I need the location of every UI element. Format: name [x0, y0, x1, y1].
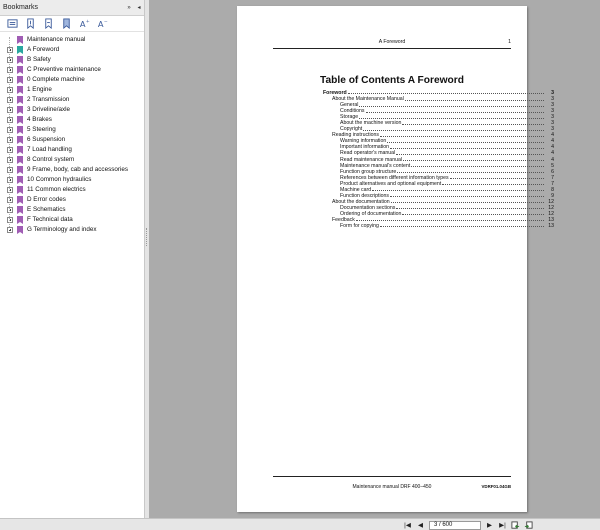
bookmark-icon: [17, 116, 23, 124]
toc-leader-dots: [442, 181, 544, 185]
collapse-panel-icon[interactable]: ◂: [137, 5, 141, 11]
toc-entry-title: Warning information: [340, 138, 387, 145]
toc-entry-title: Foreword: [323, 90, 347, 96]
expand-toggle-icon[interactable]: [6, 196, 14, 204]
bookmark-item[interactable]: [0, 85, 144, 95]
options-icon[interactable]: [6, 18, 18, 30]
bookmark-item[interactable]: [0, 95, 144, 105]
document-page: [237, 6, 554, 512]
bookmark-icon: [17, 46, 23, 54]
toc-leader-dots: [366, 108, 544, 112]
svg-text:A: A: [79, 19, 86, 29]
bookmark-item[interactable]: [0, 55, 144, 65]
toc-entry-page: 12: [548, 198, 554, 205]
toc-entry-title: Important information: [340, 144, 390, 151]
toc-entry-title: About the Maintenance Manual: [332, 96, 404, 103]
bookmark-icon: [17, 206, 23, 214]
bookmark-label: E Schematics: [27, 206, 66, 213]
bookmark-icon: [17, 96, 23, 104]
tree-guide-line: [9, 37, 10, 227]
toc-leader-dots: [391, 199, 544, 203]
toc-entry-title: References between different information types: [340, 174, 449, 181]
expand-toggle-icon[interactable]: [6, 136, 14, 144]
toc-entry-title: Reading instructions: [332, 132, 380, 139]
expand-toggle-icon[interactable]: [6, 46, 14, 54]
bookmark-label: Maintenance manual: [27, 36, 86, 43]
bookmark-item[interactable]: [0, 125, 144, 135]
bookmark-item[interactable]: [0, 205, 144, 215]
toc-leader-dots: [411, 163, 544, 167]
bookmark-item[interactable]: [0, 195, 144, 205]
bookmark-item[interactable]: [0, 65, 144, 75]
bookmark-item[interactable]: [0, 145, 144, 155]
bookmark-label: 3 Driveline/axle: [27, 106, 71, 113]
bookmark-label: 2 Transmission: [27, 96, 70, 103]
bookmark-label: F Technical data: [27, 216, 73, 223]
next-page-icon[interactable]: ▶: [487, 522, 492, 529]
bookmark-item[interactable]: [0, 185, 144, 195]
bookmark-icon: [17, 216, 23, 224]
bookmark-label: 9 Frame, body, cab and accessories: [27, 166, 129, 173]
bookmarks-header: [0, 0, 144, 16]
toc-entry[interactable]: [323, 223, 554, 229]
bookmark-label: G Terminology and index: [27, 226, 97, 233]
toc-entry-page: 4: [551, 156, 554, 163]
bookmark-icon: [17, 176, 23, 184]
svg-text:−: −: [103, 19, 108, 25]
toc-entry-title: About the machine version: [340, 120, 402, 127]
expand-toggle-icon[interactable]: [6, 226, 14, 234]
expand-toggle-icon[interactable]: [6, 146, 14, 154]
expand-toggle-icon[interactable]: [6, 186, 14, 194]
font-increase-icon[interactable]: [78, 18, 90, 30]
bookmark-icon: [17, 36, 23, 44]
prev-page-icon[interactable]: ◀: [418, 522, 423, 529]
bookmark-item[interactable]: [0, 155, 144, 165]
toc-leader-dots: [450, 175, 544, 179]
bookmark-tree: [0, 32, 144, 235]
toc-leader-dots: [396, 150, 544, 154]
expand-toggle-icon[interactable]: [6, 206, 14, 214]
splitter-grip[interactable]: [146, 228, 148, 246]
toc-entry-title: Maintenance manual's content: [340, 162, 411, 169]
toc-entry-page: 3: [551, 96, 554, 103]
bookmarks-title: Bookmarks: [3, 4, 39, 11]
bookmark-icon: [17, 146, 23, 154]
bookmark-label: D Error codes: [27, 196, 66, 203]
bookmark-icon: [17, 156, 23, 164]
bookmark-item[interactable]: [0, 45, 144, 55]
expand-toggle-icon[interactable]: [6, 116, 14, 124]
expand-toggle-icon[interactable]: [6, 56, 14, 64]
toc-entry-page: 13: [548, 216, 554, 223]
bookmark-label: 11 Common electrics: [27, 186, 86, 193]
footer-document-code: VDRF01.04GB: [481, 484, 511, 489]
toc-entry-title: Function group structure: [340, 168, 397, 175]
toc-leader-dots: [403, 157, 544, 161]
toc-entry-title: Storage: [340, 114, 359, 121]
header-section-title: A Foreword: [378, 39, 406, 45]
bookmark-item[interactable]: [0, 35, 144, 45]
header-page-number: 1: [508, 39, 511, 45]
bookmark-item[interactable]: [0, 175, 144, 185]
bookmark-label: A Foreword: [27, 46, 60, 53]
toc-entry-page: 12: [548, 204, 554, 211]
toc-title: Table of Contents A Foreword: [320, 75, 464, 86]
toc-entry-page: 4: [551, 150, 554, 157]
next-view-icon[interactable]: [524, 521, 533, 530]
toc-leader-dots: [390, 193, 544, 197]
bookmark-label: 5 Steering: [27, 126, 56, 133]
toc-entry-page: 4: [551, 144, 554, 151]
bookmark-label: 10 Common hydraulics: [27, 176, 92, 183]
toc-entry-page: 9: [551, 192, 554, 199]
bookmark-label: B Safety: [27, 56, 51, 63]
toc-leader-dots: [396, 205, 544, 209]
toc-leader-dots: [390, 144, 544, 148]
toc-entry-title: Copyright: [340, 126, 363, 133]
expand-toggle-icon[interactable]: [6, 126, 14, 134]
toc-entry-page: 4: [551, 138, 554, 145]
toc-leader-dots: [359, 102, 544, 106]
footer-document-title: Maintenance manual DRF 400–450: [352, 484, 432, 490]
table-of-contents: [323, 90, 554, 229]
page-footer: [273, 476, 511, 490]
toc-entry-page: 3: [551, 102, 554, 109]
bookmark-label: 1 Engine: [27, 86, 52, 93]
toc-entry-title: Conditions: [340, 108, 365, 115]
bookmark-icon: [17, 76, 23, 84]
bookmark-icon: [17, 56, 23, 64]
bookmark-icon: [17, 126, 23, 134]
toc-entry-title: Machine card: [340, 186, 372, 193]
toc-leader-dots: [356, 217, 544, 221]
bookmark-item[interactable]: [0, 135, 144, 145]
bookmark-find-icon[interactable]: [60, 18, 72, 30]
toc-entry-title: General: [340, 102, 359, 109]
bookmark-label: 0 Complete machine: [27, 76, 85, 83]
navigation-bar: [0, 518, 600, 530]
bookmark-item[interactable]: [0, 165, 144, 175]
bookmark-icon: [17, 186, 23, 194]
toc-entry-page: 6: [551, 168, 554, 175]
bookmark-label: C Preventive maintenance: [27, 66, 101, 73]
expand-toggle-icon[interactable]: [6, 166, 14, 174]
toc-leader-dots: [348, 90, 544, 94]
toc-entry-page: 13: [548, 223, 554, 230]
toc-entry-page: 7: [551, 180, 554, 187]
bookmark-label: 7 Load handling: [27, 146, 72, 153]
bookmark-label: 4 Brakes: [27, 116, 52, 123]
toc-entry-page: 3: [551, 120, 554, 127]
expand-toggle-icon[interactable]: [6, 86, 14, 94]
toc-entry-page: 3: [551, 90, 554, 96]
toc-entry-title: Form for copying: [340, 223, 379, 230]
expand-toggle-icon[interactable]: [6, 66, 14, 74]
bookmark-label: 6 Suspension: [27, 136, 66, 143]
bookmark-expand-icon[interactable]: [24, 18, 36, 30]
toc-entry-title: Product alternatives and optional equipment: [340, 180, 442, 187]
bookmark-icon: [17, 66, 23, 74]
last-page-icon[interactable]: ▶|: [499, 522, 506, 529]
expand-toggle-icon: [6, 36, 14, 44]
toc-leader-dots: [372, 187, 544, 191]
toc-entry-page: 8: [551, 186, 554, 193]
page-navigation: [403, 520, 533, 530]
bookmarks-panel: [0, 0, 145, 518]
toc-entry-page: 5: [551, 162, 554, 169]
expand-toggle-icon[interactable]: [6, 76, 14, 84]
toc-leader-dots: [380, 223, 544, 227]
toc-leader-dots: [402, 211, 544, 215]
bookmark-icon: [17, 86, 23, 94]
bookmark-icon: [17, 196, 23, 204]
toc-entry-page: 7: [551, 174, 554, 181]
toc-leader-dots: [359, 114, 544, 118]
expand-toggle-icon[interactable]: [6, 216, 14, 224]
bookmark-icon: [17, 166, 23, 174]
toc-entry-page: 4: [551, 132, 554, 139]
bookmark-item[interactable]: [0, 115, 144, 125]
document-viewer[interactable]: [149, 0, 600, 518]
svg-text:A: A: [97, 19, 104, 29]
toc-leader-dots: [397, 169, 544, 173]
expand-toggle-icon[interactable]: [6, 96, 14, 104]
toc-leader-dots: [387, 138, 544, 142]
toc-entry-page: 12: [548, 210, 554, 217]
toc-leader-dots: [380, 132, 544, 136]
bookmark-label: 8 Control system: [27, 156, 75, 163]
expand-toggle-icon[interactable]: [6, 176, 14, 184]
toc-entry-title: Read maintenance manual: [340, 156, 403, 163]
toc-entry-title: Documentation sections: [340, 204, 396, 211]
bookmark-icon: [17, 226, 23, 234]
svg-text:+: +: [85, 19, 90, 25]
bookmarks-toolbar: [0, 16, 144, 32]
bookmark-item[interactable]: [0, 105, 144, 115]
bookmark-item[interactable]: [0, 225, 144, 235]
first-page-icon[interactable]: |◀: [404, 522, 411, 529]
bookmark-item[interactable]: [0, 75, 144, 85]
expand-toggle-icon[interactable]: [6, 156, 14, 164]
font-decrease-icon[interactable]: [96, 18, 108, 30]
toc-entry-title: Feedback: [332, 216, 355, 223]
toc-entry-title: Read operator's manual: [340, 150, 396, 157]
expand-panel-icon[interactable]: »: [127, 4, 131, 11]
toc-leader-dots: [363, 126, 544, 130]
toc-entry-title: Function descriptions: [340, 192, 390, 199]
toc-entry-page: 3: [551, 108, 554, 115]
bookmark-collapse-icon[interactable]: [42, 18, 54, 30]
expand-toggle-icon[interactable]: [6, 106, 14, 114]
page-number-input[interactable]: 3 / 600: [429, 521, 481, 530]
toc-entry-page: 3: [551, 126, 554, 133]
prev-view-icon[interactable]: [511, 521, 520, 530]
toc-entry-page: 3: [551, 114, 554, 121]
bookmark-icon: [17, 136, 23, 144]
toc-leader-dots: [402, 120, 544, 124]
page-header: [273, 39, 511, 49]
bookmark-item[interactable]: [0, 215, 144, 225]
toc-leader-dots: [405, 96, 544, 100]
toc-entry-title: About the documentation: [332, 198, 390, 205]
toc-entry-title: Ordering of documentation: [340, 210, 402, 217]
bookmark-icon: [17, 106, 23, 114]
